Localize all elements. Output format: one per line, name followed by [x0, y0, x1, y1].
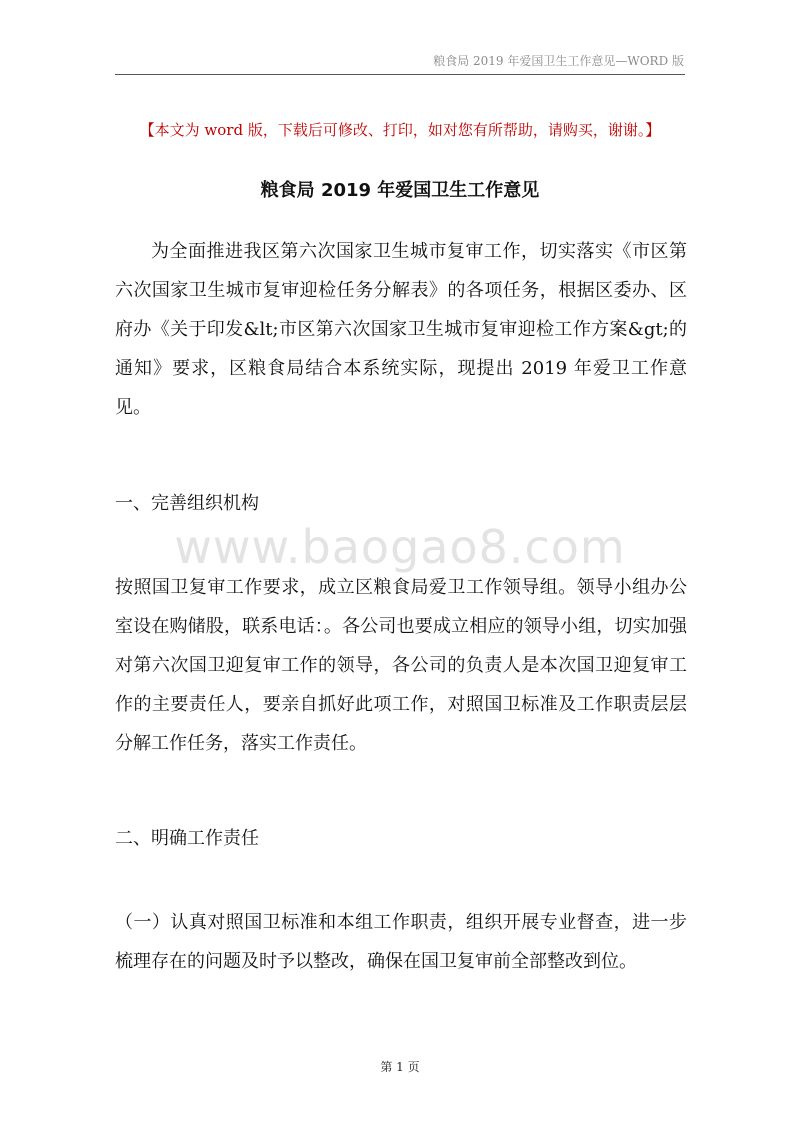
section-2-heading: 二、明确工作责任 — [115, 828, 259, 849]
watermark: www.baogao8.com — [174, 520, 626, 574]
section-1-heading: 一、完善组织机构 — [115, 493, 259, 514]
section-2-item-1: （一）认真对照国卫标准和本组工作职责，组织开展专业督查，进一步梳理存在的问题及时予以整改，确保在国卫复审前全部整改到位。 — [115, 912, 687, 972]
running-header: 粮食局 2019 年爱国卫生工作意见—WORD 版 — [433, 54, 684, 68]
section-1-paragraph: 按照国卫复审工作要求，成立区粮食局爱卫工作领导组。领导小组办公室设在购储股，联系电话：。各公司也要成立相应的领导小组，切实加强对第六次国卫迎复审工作的领导，各公司的负责人是本次国卫迎复审工作的主要责任人，要亲自抓好此项工作，对照国卫标准及工作职责层层分解工作任务，落实工作责任。 — [115, 577, 687, 754]
header-divider — [115, 74, 685, 75]
purchase-notice: 【本文为 word 版，下载后可修改、打印，如对您有所帮助，请购买，谢谢。】 — [139, 121, 661, 139]
document-title: 粮食局 2019 年爱国卫生工作意见 — [260, 180, 540, 201]
intro-paragraph: 为全面推进我区第六次国家卫生城市复审工作，切实落实《市区第六次国家卫生城市复审迎检任务分解表》的各项任务，根据区委办、区府办《关于印发&lt;市区第六次国家卫生城市复审迎检工作方案&gt;的通知》要求，区粮食局结合本系统实际，现提出 2019 年爱卫工作意见。 — [115, 241, 687, 418]
page-number: 第 1 页 — [380, 1060, 420, 1074]
